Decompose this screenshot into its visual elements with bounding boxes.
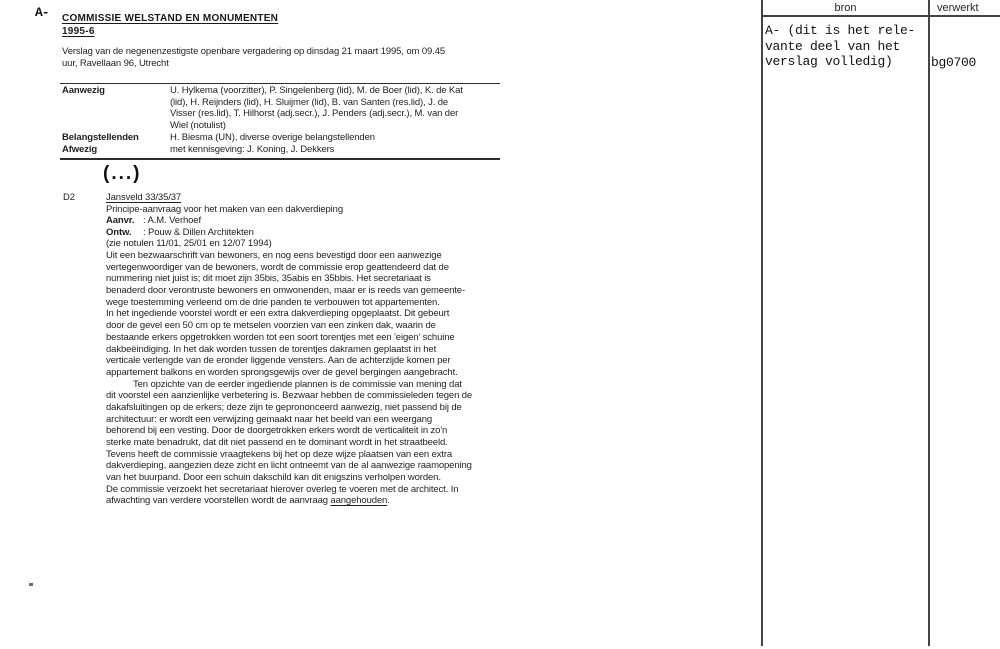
bron-note-line: vante deel van het [765, 38, 901, 54]
body-line: De commissie verzoekt het secretariaat hierover overleg te voeren met de architect. In [106, 483, 459, 495]
agenda-item-note: (zie notulen 11/01, 25/01 en 12/07 1994) [106, 238, 272, 249]
body-line: dakverdieping, aangezien deze zicht en licht ontneemt van de al aanwezige raamopening [106, 460, 472, 472]
final-line-suffix: . [387, 495, 390, 507]
attendance-value [170, 144, 500, 156]
intro-line: uur, Ravellaan 96, Utrecht [62, 57, 169, 69]
attendance-line: Wiel (notulist) [170, 120, 226, 132]
attendance-row-belangstellenden [60, 132, 500, 144]
agenda-item-code: D2 [63, 192, 75, 203]
attendance-value [170, 85, 500, 132]
body-line: dakafsluitingen op de erkers; deze zijn te geprononceerd aanwezig, niet passend bij de [106, 401, 462, 413]
bron-note-line: verslag volledig) [765, 54, 893, 70]
meeting-intro [62, 46, 445, 70]
document-title-line: COMMISSIE WELSTAND EN MONUMENTEN [62, 13, 279, 24]
body-line: van het buurpand. Door een schuin dakschild kan dit enigszins verholpen worden. [106, 472, 441, 484]
body-line: door de gevel een 50 cm op te metselen voorzien van een zinken dak, waarin de [106, 320, 436, 332]
column-header-verwerkt: verwerkt [937, 2, 979, 14]
body-line: dakbeëindiging. In het dak worden tussen de torentjes dakramen geplaatst in het [106, 343, 437, 355]
annotation-table-left-border [761, 0, 763, 646]
body-line: In het ingediende voorstel wordt er een extra dakverdieping opgeplaatst. Dit gebeurt [106, 308, 450, 320]
attendance-row-afwezig [60, 144, 500, 156]
attendance-table [60, 83, 500, 160]
body-line: wege toestemming verleend om de drie panden te verbouwen tot appartementen. [106, 296, 440, 308]
agenda-item-designer [106, 227, 343, 239]
attendance-line: H. Biesma (UN), diverse overige belangstellenden [170, 131, 375, 143]
document-title-number: 1995-6 [62, 25, 95, 37]
designer-value: : Pouw & Dillen Architekten [143, 226, 254, 238]
agenda-item-header [106, 192, 343, 250]
document-title [62, 13, 278, 38]
omission-ellipsis: (...) [103, 163, 142, 184]
body-line: architectuur: er wordt een verwijzing gemaakt naar het beeld van een weergang [106, 413, 433, 425]
body-line: Tevens heeft de commissie vraagtekens bij het op deze wijze plaatsen van een extra [106, 448, 453, 460]
bron-annotation-note [765, 23, 915, 70]
attendance-label: Belangstellenden [62, 131, 139, 143]
attendance-row-aanwezig [60, 85, 500, 132]
body-line: sterke mate benadrukt, dat dit niet passend en te dominant wordt in het straatbeeld. [106, 437, 448, 448]
scan-artifact-dot [29, 583, 33, 586]
agenda-item-address: Jansveld 33/35/37 [106, 192, 182, 203]
applicant-value: : A.M. Verhoef [143, 215, 201, 226]
attendance-value [170, 132, 500, 144]
verwerkt-code: bg0700 [931, 55, 977, 70]
body-line: benaderd door verontruste bewoners en omwonenden, maar er is reeds van gemeente- [106, 285, 466, 297]
attendance-label: Afwezig [62, 143, 98, 155]
attendance-label: Aanwezig [62, 85, 105, 96]
margin-marker-a: A- [35, 5, 49, 20]
attendance-line: (lid), H. Reijnders (lid), H. Sluijmer (lid), B. van Santen (res.lid), J. de [170, 96, 449, 108]
body-line: Ten opzichte van de eerder ingediende plannen is de commissie van mening dat [133, 378, 462, 390]
annotation-table-column-divider [928, 0, 930, 646]
column-header-bron: bron [834, 2, 857, 14]
minutes-body-text [106, 250, 472, 507]
attendance-line: U. Hylkema (voorzitter), P. Singelenberg (lid), M. de Boer (lid), K. de Kat [170, 85, 463, 96]
final-line-prefix: afwachting van verdere voorstellen wordt de aanvraag [106, 495, 331, 507]
body-line: dit voorstel een aanzienlijke verbetering is. Bezwaar hebben de commissieleden tegen de [106, 390, 473, 402]
agenda-item-applicant [106, 215, 343, 227]
annotation-table-header-rule [761, 15, 1000, 17]
body-line: vertegenwoordiger van de bewoners, wordt de commissie erop geattendeerd dat de [106, 261, 449, 273]
decision-word: aangehouden [330, 495, 388, 507]
bron-note-line: A- (dit is het rele- [765, 23, 916, 38]
attendance-line: Visser (res.lid), T. Hilhorst (adj.secr.), J. Penders (adj.secr.), M. van der [170, 108, 459, 120]
applicant-label: Aanvr. [106, 215, 135, 226]
intro-line: Verslag van de negenenzestigste openbare vergadering op dinsdag 21 maart 1995, om 09.45 [62, 46, 446, 57]
designer-label: Ontw. [106, 226, 132, 238]
body-line: verticale verlengde van de eronder liggende vensters. Aan de achterzijde komen per [106, 355, 451, 367]
body-line: behorend bij een vesting. Door de doorgetrokken erkers wordt de verticaliteit in zo'n [106, 425, 448, 437]
body-line: bestaande erkers opgetrokken worden tot een soort torentjes met een 'eigen' schuine [106, 331, 455, 343]
body-line: Uit een bezwaarschrift van bewoners, en nog eens bevestigd door een aanwezige [106, 250, 442, 261]
body-line-final [106, 495, 472, 507]
agenda-item-subject: Principe-aanvraag voor het maken van een dakverdieping [106, 203, 343, 215]
body-line: appartement balkons en worden sprongsgewijs over de gevel bergingen aangebracht. [106, 366, 458, 378]
body-line: nummering niet juist is; dit moet zijn 35bis, 35abis en 35bbis. Het secretariaat is [106, 273, 431, 285]
attendance-line: met kennisgeving: J. Koning, J. Dekkers [170, 143, 335, 155]
